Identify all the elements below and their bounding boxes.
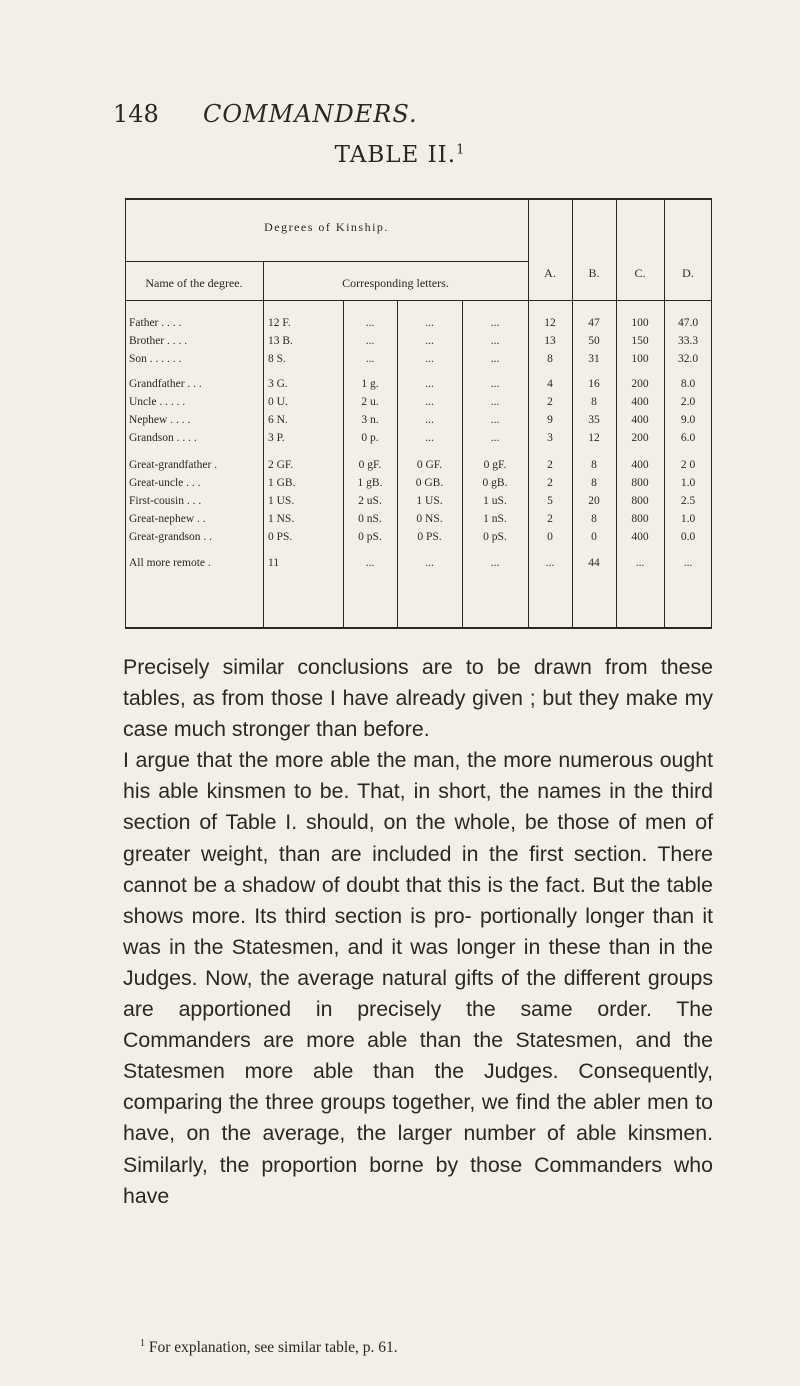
cell-l2: 0 p.: [361, 432, 379, 444]
table-rule: [125, 300, 712, 301]
table-title-text: TABLE II.: [334, 142, 457, 168]
cell-l3: ...: [425, 378, 434, 390]
cell-l2: ...: [365, 557, 375, 569]
cell-l3: ...: [425, 414, 434, 426]
cell-l3: ...: [425, 335, 434, 347]
cell-name: Great-nephew . .: [129, 513, 206, 525]
cell-l1: 6 N.: [268, 414, 288, 426]
cell-b: 31: [588, 353, 600, 365]
cell-l1: 8 S.: [268, 353, 286, 365]
cell-a: 12: [544, 317, 556, 329]
cell-l1: 12 F.: [268, 317, 291, 329]
cell-d: 33.3: [677, 335, 699, 347]
header-col-d: D.: [682, 266, 694, 280]
cell-a: 4: [547, 378, 553, 390]
cell-c: 150: [631, 335, 649, 347]
cell-l3: 1 US.: [416, 495, 443, 507]
cell-l2: ...: [365, 335, 375, 347]
cell-l2: 3 n.: [361, 414, 379, 426]
cell-b: 47: [588, 317, 600, 329]
cell-name: Grandson . . . .: [129, 432, 197, 444]
cell-d: 32.0: [677, 353, 699, 365]
table-rule: [125, 261, 528, 262]
cell-l3: ...: [425, 317, 434, 329]
cell-l1: 1 NS.: [268, 513, 295, 525]
cell-a: ...: [545, 557, 555, 569]
cell-b: 8: [591, 459, 597, 471]
cell-l4: 1 uS.: [483, 495, 507, 507]
cell-b: 35: [588, 414, 600, 426]
cell-l1: 2 GF.: [268, 459, 294, 471]
cell-c: 800: [631, 495, 649, 507]
cell-l2: ...: [365, 353, 375, 365]
cell-a: 9: [547, 414, 553, 426]
cell-l4: ...: [490, 414, 500, 426]
kinship-table: [125, 198, 712, 628]
cell-l4: ...: [490, 557, 500, 569]
cell-c: 400: [631, 459, 649, 471]
table-rule: [125, 198, 712, 200]
cell-a: 2: [547, 459, 553, 471]
cell-d: 2.0: [680, 396, 696, 408]
cell-d: 1.0: [680, 477, 696, 489]
header-corresponding-letters: Corresponding letters.: [342, 276, 449, 290]
cell-l1: 1 GB.: [268, 477, 296, 489]
cell-c: 200: [631, 432, 649, 444]
cell-l2: 2 u.: [361, 396, 379, 408]
cell-l1: 0 U.: [268, 396, 288, 408]
cell-b: 20: [588, 495, 600, 507]
cell-l2: 0 pS.: [358, 531, 382, 543]
cell-c: 200: [631, 378, 649, 390]
header-col-c: C.: [634, 266, 646, 280]
cell-l2: 0 nS.: [358, 513, 382, 525]
cell-l3: 0 GB.: [415, 477, 444, 489]
cell-c: 800: [631, 477, 649, 489]
cell-l4: 1 nS.: [483, 513, 507, 525]
cell-d: 47.0: [677, 317, 699, 329]
cell-l2: 1 g.: [361, 378, 379, 390]
cell-l1: 11: [268, 557, 280, 569]
cell-c: ...: [635, 557, 645, 569]
header-col-b: B.: [588, 266, 600, 280]
cell-a: 2: [547, 513, 553, 525]
cell-a: 8: [547, 353, 553, 365]
cell-l4: ...: [490, 317, 500, 329]
cell-name: Great-grandson . .: [129, 531, 213, 543]
footnote-mark: 1: [140, 1338, 145, 1349]
cell-l1: 13 B.: [268, 335, 293, 347]
cell-l3: 0 GF.: [416, 459, 443, 471]
page-number: 148: [113, 100, 159, 128]
paragraph: I argue that the more able the man, the more numerous ought his able kinsmen to be. That, in short, the names in the third section of Table I. should, on the whole, be those of men of greater weight, than are included in the first section. There cannot be a shadow of doubt that this is the fact. But the table shows more. Its third section is pro- portionally longer than it was in the Statesmen, and it was longer in these than in the Judges. Now, the average natural gifts of the different groups are apportioned in precisely the same order. The Commanders are more able than the Statesmen, and the Statesmen more able than the Judges. Consequently, comparing the three groups together, we find the abler men to have, on the average, the larger number of able kinsmen. Similarly, the proportion borne by those Commanders who have: [123, 748, 713, 1208]
header-col-a: A.: [544, 266, 556, 280]
cell-a: 0: [547, 531, 553, 543]
cell-l1: 3 P.: [268, 432, 285, 444]
cell-l4: 0 pS.: [483, 531, 507, 543]
cell-name: Grandfather . . .: [129, 378, 202, 390]
cell-d: 6.0: [680, 432, 696, 444]
cell-l2: 0 gF.: [358, 459, 382, 471]
table-rule: [263, 261, 264, 628]
cell-l3: ...: [425, 396, 434, 408]
cell-a: 5: [547, 495, 553, 507]
cell-c: 100: [631, 353, 649, 365]
cell-b: 50: [588, 335, 600, 347]
cell-l2: 2 uS.: [358, 495, 382, 507]
cell-a: 2: [547, 477, 553, 489]
table-rule: [125, 627, 712, 629]
cell-a: 3: [547, 432, 553, 444]
cell-name: All more remote .: [129, 557, 211, 569]
cell-b: 8: [591, 477, 597, 489]
cell-d: 0.0: [680, 531, 696, 543]
cell-l2: 1 gB.: [357, 477, 383, 489]
table-title: [0, 142, 800, 168]
cell-l4: 0 gB.: [482, 477, 508, 489]
cell-b: 12: [588, 432, 600, 444]
cell-b: 44: [588, 557, 600, 569]
cell-d: 9.0: [680, 414, 696, 426]
cell-name: Son . . . . . .: [129, 353, 182, 365]
cell-name: Brother . . . .: [129, 335, 188, 347]
cell-l3: 0 PS.: [417, 531, 442, 543]
footnote: [140, 1338, 700, 1357]
cell-l1: 0 PS.: [268, 531, 293, 543]
cell-name: Father . . . .: [129, 317, 182, 329]
cell-d: 2 0: [680, 459, 696, 471]
cell-l3: ...: [425, 557, 434, 569]
cell-d: 2.5: [680, 495, 696, 507]
cell-a: 2: [547, 396, 553, 408]
cell-l1: 3 G.: [268, 378, 288, 390]
cell-c: 400: [631, 414, 649, 426]
cell-c: 400: [631, 531, 649, 543]
footnote-text: For explanation, see similar table, p. 61.: [148, 1339, 398, 1357]
cell-l4: ...: [490, 353, 500, 365]
cell-c: 100: [631, 317, 649, 329]
cell-name: Great-uncle . . .: [129, 477, 201, 489]
header-degrees-of-kinship: Degrees of Kinship.: [264, 220, 389, 234]
cell-l4: ...: [490, 378, 500, 390]
book-title: COMMANDERS.: [203, 100, 418, 128]
cell-l3: ...: [425, 432, 434, 444]
cell-l3: ...: [425, 353, 434, 365]
cell-a: 13: [544, 335, 556, 347]
cell-name: Uncle . . . . .: [129, 396, 186, 408]
cell-l4: ...: [490, 335, 500, 347]
cell-c: 800: [631, 513, 649, 525]
cell-d: 8.0: [680, 378, 696, 390]
header-name-of-degree: Name of the degree.: [145, 276, 243, 290]
cell-b: 0: [591, 531, 597, 543]
cell-b: 16: [588, 378, 600, 390]
running-head: [113, 90, 713, 140]
cell-l3: 0 NS.: [416, 513, 443, 525]
cell-l4: ...: [490, 432, 500, 444]
table-rule: [125, 198, 126, 628]
cell-d: 1.0: [680, 513, 696, 525]
cell-l1: 1 US.: [268, 495, 295, 507]
body-text: [123, 652, 713, 1212]
cell-l4: ...: [490, 396, 500, 408]
cell-d: ...: [683, 557, 693, 569]
paragraph: Precisely similar conclusions are to be drawn from these tables, as from those I have already given ; but they make my case much stronger than before.: [123, 655, 713, 742]
cell-b: 8: [591, 513, 597, 525]
cell-name: Great-grandfather .: [129, 459, 218, 471]
cell-b: 8: [591, 396, 597, 408]
cell-name: Nephew . . . .: [129, 414, 191, 426]
table-title-note: 1: [456, 142, 466, 158]
cell-c: 400: [631, 396, 649, 408]
cell-l4: 0 gF.: [483, 459, 507, 471]
cell-l2: ...: [365, 317, 375, 329]
cell-name: First-cousin . . .: [129, 495, 202, 507]
